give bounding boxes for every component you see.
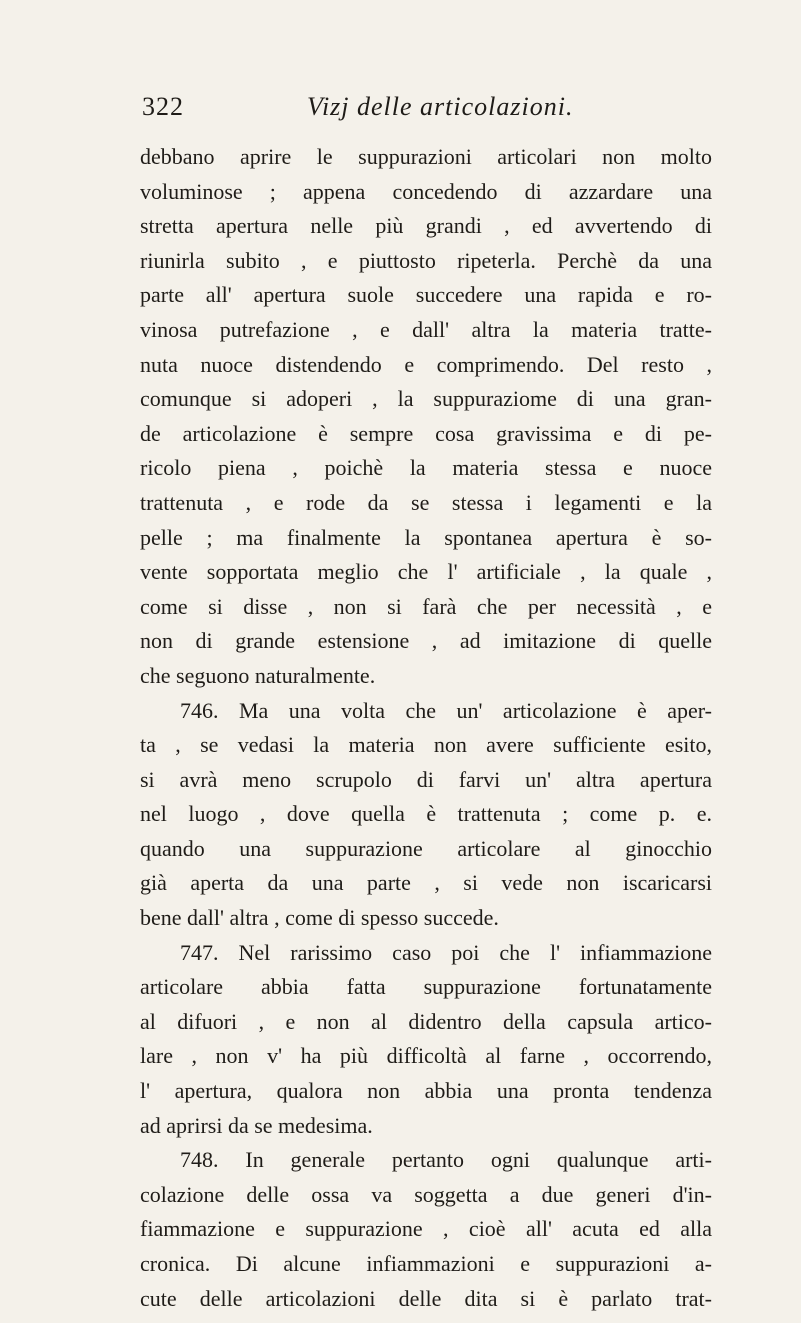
text-line: de articolazione è sempre cosa gravissima e di pe- (140, 420, 712, 446)
text-line: trattenuta , e rode da se stessa i legamenti e la (140, 489, 712, 515)
text-line: quando una suppurazione articolare al ginocchio (140, 835, 712, 861)
text-line: cute delle articolazioni delle dita si è parlato trat- (140, 1285, 712, 1311)
text-line: comunque si adoperi , la suppuraziome di una gran- (140, 386, 712, 412)
text-line: 746. Ma una volta che un' articolazione è aper- (180, 697, 712, 723)
text-line: come si disse , non si farà che per necessità , e (140, 593, 712, 619)
text-line: 747. Nel rarissimo caso poi che l' infiammazione (180, 939, 712, 965)
running-head (142, 92, 702, 132)
body-text (140, 140, 712, 1316)
text-line: ad aprirsi da se medesima. (140, 1112, 373, 1138)
text-line: articolare abbia fatta suppurazione fortunatamente (140, 974, 712, 1000)
text-line: lare , non v' ha più difficoltà al farne , occorrendo, (140, 1043, 712, 1069)
text-line: non di grande estensione , ad imitazione di quelle (140, 628, 712, 654)
text-line: bene dall' altra , come di spesso succede. (140, 905, 499, 931)
text-line: ta , se vedasi la materia non avere sufficiente esito, (140, 732, 712, 758)
text-line: parte all' apertura suole succedere una rapida e ro- (140, 282, 712, 308)
text-line: voluminose ; appena concedendo di azzardare una (140, 178, 712, 204)
text-line: colazione delle ossa va soggetta a due generi d'in- (140, 1181, 712, 1207)
text-line: stretta apertura nelle più grandi , ed avvertendo di (140, 213, 712, 239)
text-line: debbano aprire le suppurazioni articolari non molto (140, 144, 712, 169)
text-line: l' apertura, qualora non abbia una pronta tendenza (140, 1078, 712, 1104)
running-title: Vizj delle articolazioni. (307, 92, 574, 121)
text-line: vente sopportata meglio che l' artificiale , la quale , (140, 559, 712, 585)
page-number: 322 (142, 92, 184, 121)
text-line: nuta nuoce distendendo e comprimendo. Del resto , (140, 351, 712, 377)
text-line: fiammazione e suppurazione , cioè all' acuta ed alla (140, 1216, 712, 1242)
text-line: nel luogo , dove quella è trattenuta ; come p. e. (140, 801, 712, 827)
text-line: al difuori , e non al didentro della capsula artico- (140, 1008, 712, 1034)
text-line: cronica. Di alcune infiammazioni e suppurazioni a- (140, 1251, 712, 1276)
text-line: vinosa putrefazione , e dall' altra la materia tratte- (140, 316, 712, 342)
text-line: 748. In generale pertanto ogni qualunque arti- (180, 1147, 712, 1173)
text-line: riunirla subito , e piuttosto ripeterla. Perchè da una (140, 247, 712, 273)
text-line: ricolo piena , poichè la materia stessa e nuoce (140, 455, 712, 481)
text-line: che seguono naturalmente. (140, 662, 376, 688)
text-line: pelle ; ma finalmente la spontanea apertura è so- (140, 524, 712, 550)
text-line: si avrà meno scrupolo di farvi un' altra apertura (140, 766, 712, 792)
text-line: già aperta da una parte , si vede non iscaricarsi (140, 870, 712, 896)
